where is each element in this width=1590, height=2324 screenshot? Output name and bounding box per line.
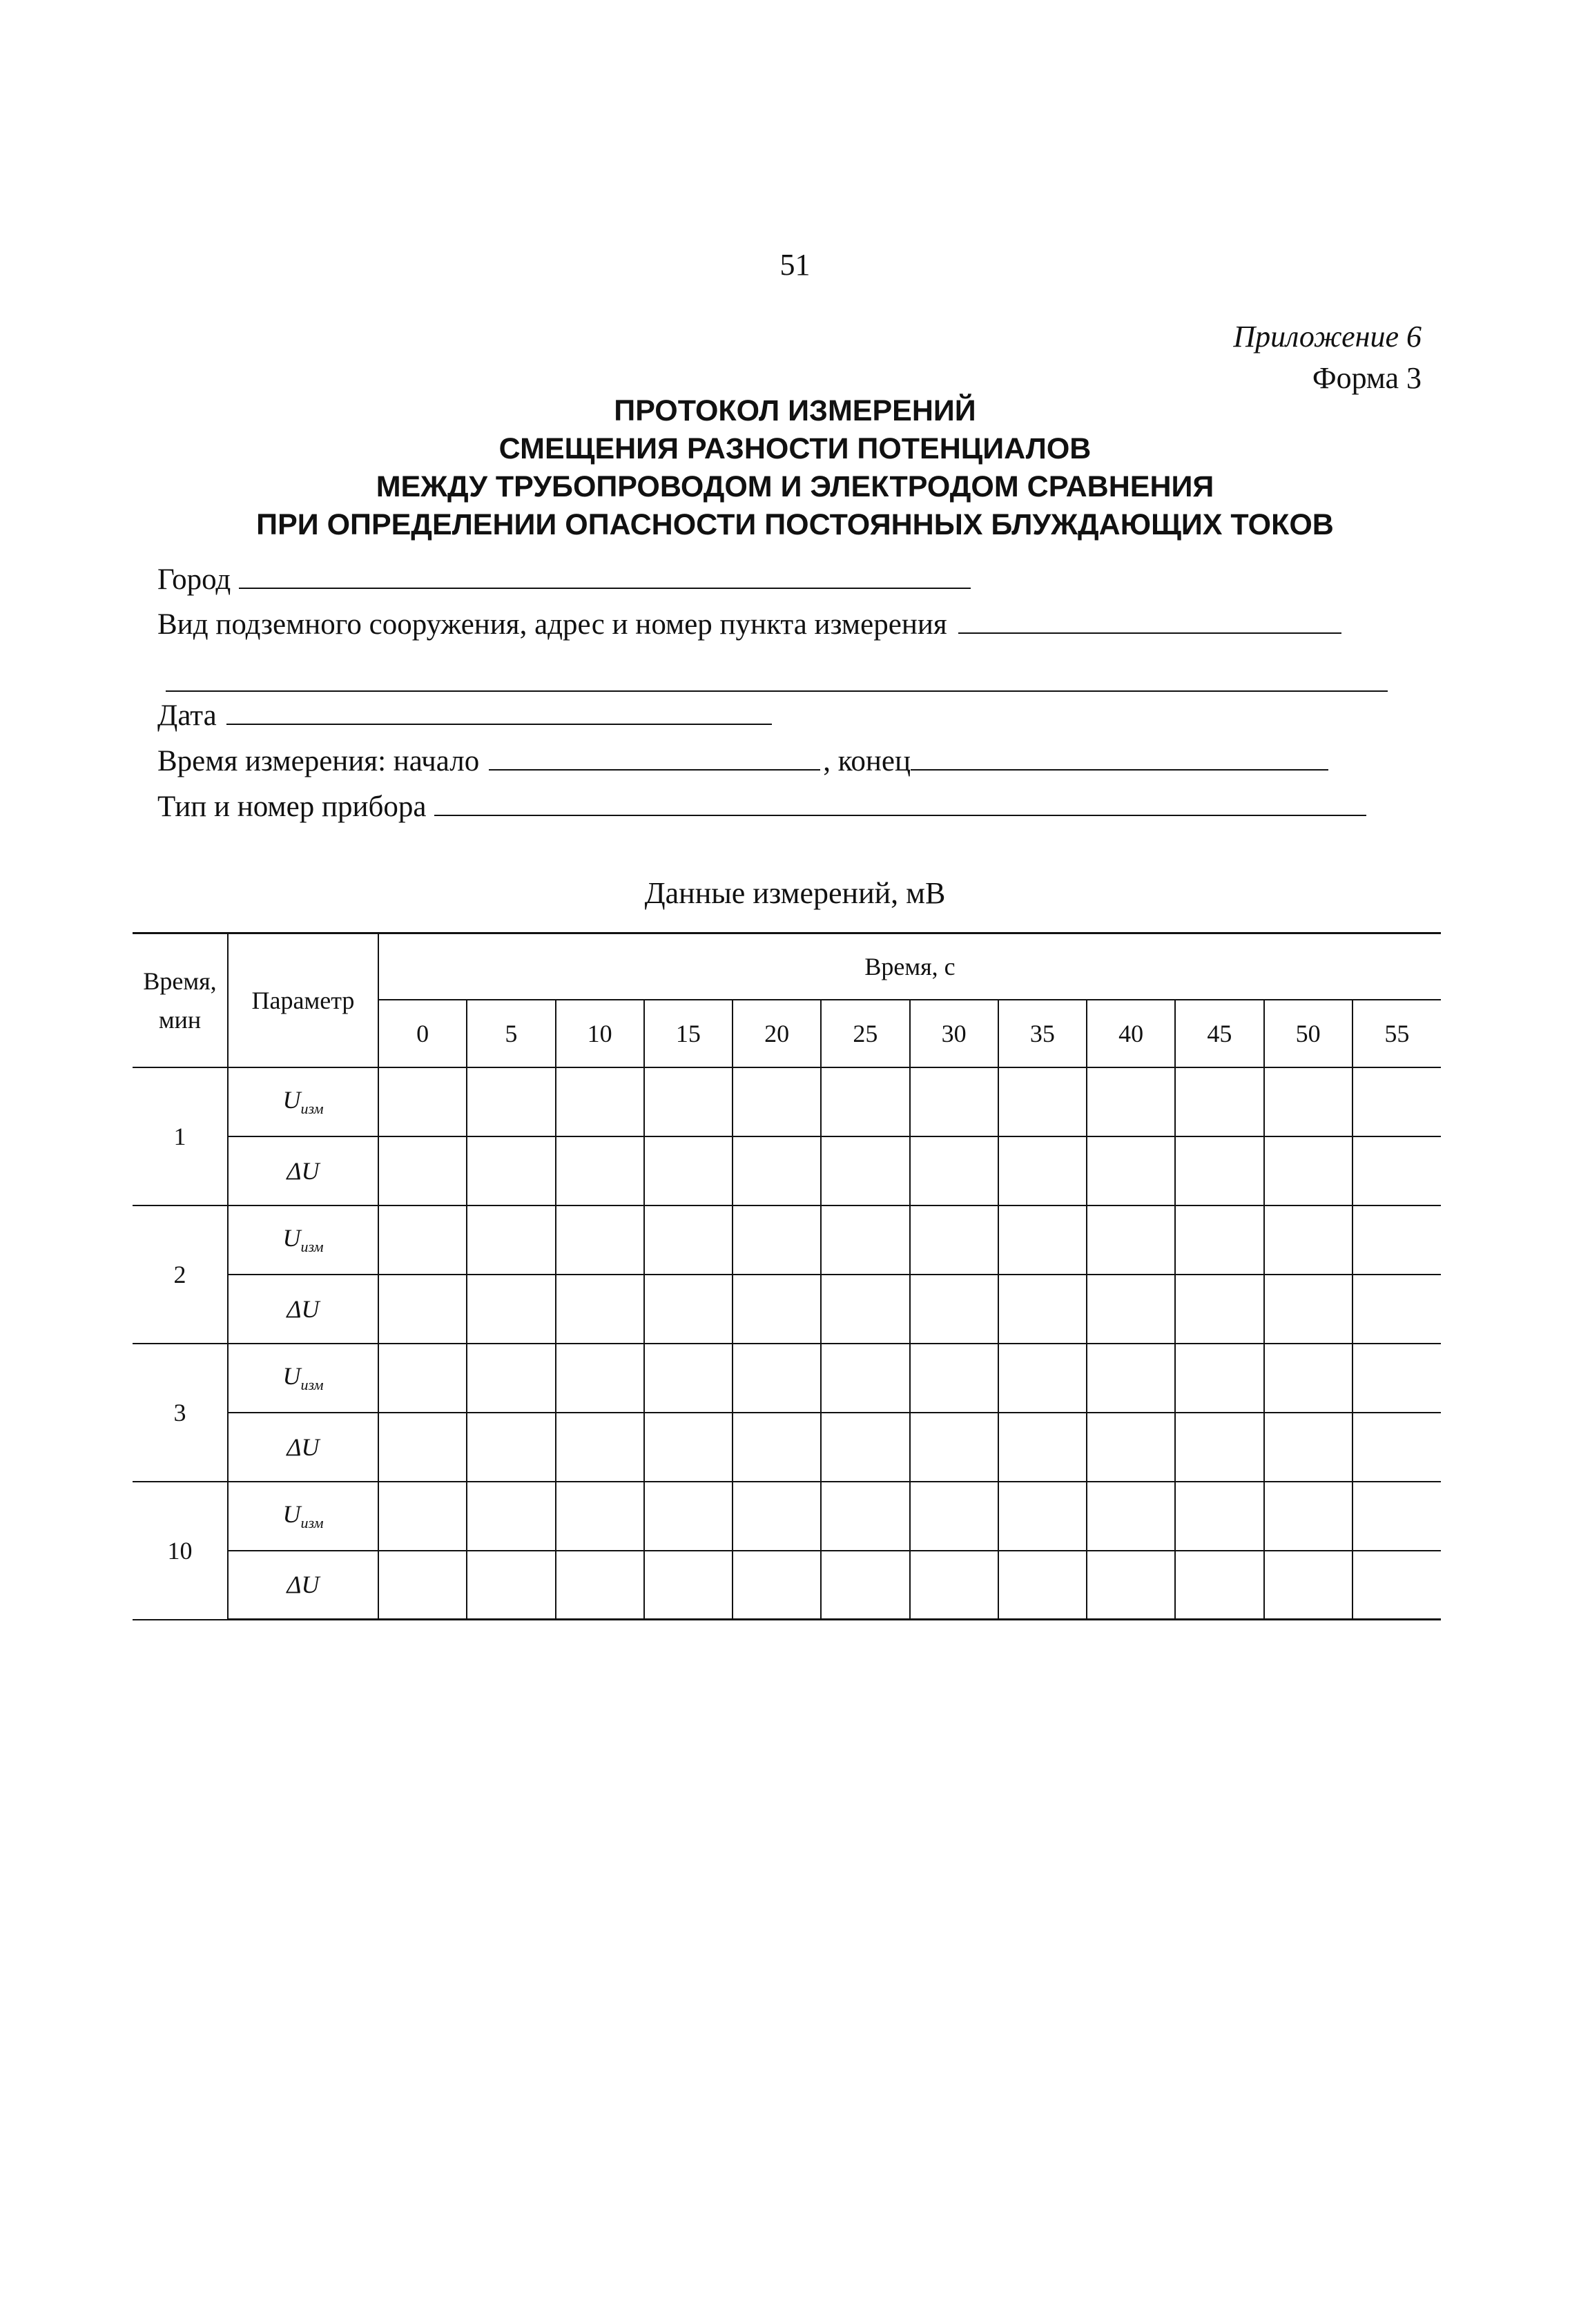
value-cell[interactable] bbox=[1264, 1136, 1353, 1205]
value-cell[interactable] bbox=[1087, 1205, 1175, 1275]
value-cell[interactable] bbox=[1175, 1136, 1263, 1205]
value-cell[interactable] bbox=[467, 1067, 555, 1136]
seconds-header-cell: 55 bbox=[1353, 1000, 1441, 1067]
value-cell[interactable] bbox=[821, 1067, 909, 1136]
value-cell[interactable] bbox=[467, 1482, 555, 1551]
value-cell[interactable] bbox=[1264, 1551, 1353, 1620]
value-cell[interactable] bbox=[733, 1205, 821, 1275]
table-row bbox=[133, 1067, 1441, 1136]
seconds-header-cell: 45 bbox=[1175, 1000, 1263, 1067]
device-blank[interactable] bbox=[434, 790, 1366, 816]
measurement-table-body bbox=[133, 1067, 1441, 1620]
city-label: Город bbox=[157, 563, 231, 596]
value-cell[interactable] bbox=[1353, 1067, 1441, 1136]
seconds-header-cell: 50 bbox=[1264, 1000, 1353, 1067]
value-cell[interactable] bbox=[644, 1344, 733, 1413]
value-cell[interactable] bbox=[821, 1344, 909, 1413]
value-cell[interactable] bbox=[821, 1413, 909, 1482]
value-cell[interactable] bbox=[910, 1482, 998, 1551]
parameter-u-subscript: изм bbox=[300, 1238, 324, 1256]
value-cell[interactable] bbox=[1087, 1551, 1175, 1620]
value-cell[interactable] bbox=[910, 1205, 998, 1275]
title-line: СМЕЩЕНИЯ РАЗНОСТИ ПОТЕНЦИАЛОВ bbox=[498, 432, 1092, 465]
value-cell[interactable] bbox=[1087, 1275, 1175, 1344]
value-cell[interactable] bbox=[910, 1275, 998, 1344]
value-cell[interactable] bbox=[910, 1136, 998, 1205]
seconds-header-cell: 5 bbox=[467, 1000, 555, 1067]
table-row bbox=[133, 1205, 1441, 1275]
value-cell[interactable] bbox=[378, 1067, 467, 1136]
value-cell[interactable] bbox=[1264, 1344, 1353, 1413]
value-cell[interactable] bbox=[998, 1067, 1087, 1136]
value-cell[interactable] bbox=[910, 1344, 998, 1413]
value-cell[interactable] bbox=[467, 1275, 555, 1344]
structure-label: Вид подземного сооружения, адрес и номер пункта измерения bbox=[157, 608, 947, 641]
table-row bbox=[133, 1344, 1441, 1413]
seconds-header-cell: 25 bbox=[821, 1000, 909, 1067]
seconds-header-cell: 10 bbox=[556, 1000, 644, 1067]
value-cell[interactable] bbox=[378, 1205, 467, 1275]
value-cell[interactable] bbox=[644, 1205, 733, 1275]
date-field bbox=[157, 699, 772, 733]
title-line: ПРОТОКОЛ ИЗМЕРЕНИЙ bbox=[614, 394, 976, 427]
value-cell[interactable] bbox=[644, 1275, 733, 1344]
value-cell[interactable] bbox=[556, 1205, 644, 1275]
value-cell[interactable] bbox=[733, 1136, 821, 1205]
parameter-u-symbol: U bbox=[282, 1362, 301, 1390]
value-cell[interactable] bbox=[1264, 1067, 1353, 1136]
value-cell[interactable] bbox=[556, 1413, 644, 1482]
table-row bbox=[133, 1482, 1441, 1551]
structure-blank-continued[interactable] bbox=[166, 690, 1388, 692]
parameter-u-subscript: изм bbox=[300, 1514, 324, 1532]
parameter-column-header: Параметр bbox=[228, 933, 378, 1067]
minutes-column-header: Время, мин bbox=[133, 933, 228, 1067]
value-cell[interactable] bbox=[1175, 1413, 1263, 1482]
title-line: МЕЖДУ ТРУБОПРОВОДОМ И ЭЛЕКТРОДОМ СРАВНЕНИЯ bbox=[376, 470, 1214, 503]
minute-cell: 10 bbox=[133, 1482, 228, 1620]
parameter-du-cell: ΔU bbox=[228, 1413, 378, 1482]
time-start-blank[interactable] bbox=[489, 744, 820, 771]
value-cell[interactable] bbox=[467, 1344, 555, 1413]
city-field bbox=[157, 563, 971, 597]
value-cell[interactable] bbox=[467, 1551, 555, 1620]
seconds-header-cell: 15 bbox=[644, 1000, 733, 1067]
value-cell[interactable] bbox=[998, 1551, 1087, 1620]
parameter-u-symbol: U bbox=[282, 1085, 301, 1114]
value-cell[interactable] bbox=[1353, 1482, 1441, 1551]
document-title bbox=[0, 392, 1590, 544]
device-field bbox=[157, 790, 1366, 824]
page-number: 51 bbox=[779, 248, 811, 282]
value-cell[interactable] bbox=[910, 1551, 998, 1620]
value-cell[interactable] bbox=[998, 1413, 1087, 1482]
parameter-du-cell: ΔU bbox=[228, 1551, 378, 1620]
value-cell[interactable] bbox=[910, 1413, 998, 1482]
parameter-u-cell bbox=[228, 1482, 378, 1551]
value-cell[interactable] bbox=[733, 1413, 821, 1482]
structure-field bbox=[157, 608, 1341, 641]
parameter-u-symbol: U bbox=[282, 1223, 301, 1252]
value-cell[interactable] bbox=[1264, 1205, 1353, 1275]
parameter-du-cell: ΔU bbox=[228, 1275, 378, 1344]
value-cell[interactable] bbox=[998, 1275, 1087, 1344]
value-cell[interactable] bbox=[1353, 1205, 1441, 1275]
value-cell[interactable] bbox=[821, 1482, 909, 1551]
parameter-u-cell bbox=[228, 1344, 378, 1413]
value-cell[interactable] bbox=[644, 1413, 733, 1482]
value-cell[interactable] bbox=[378, 1275, 467, 1344]
value-cell[interactable] bbox=[467, 1136, 555, 1205]
date-label: Дата bbox=[157, 699, 217, 732]
table-row bbox=[133, 1136, 1441, 1205]
value-cell[interactable] bbox=[556, 1482, 644, 1551]
value-cell[interactable] bbox=[998, 1205, 1087, 1275]
value-cell[interactable] bbox=[467, 1413, 555, 1482]
value-cell[interactable] bbox=[821, 1205, 909, 1275]
value-cell[interactable] bbox=[821, 1136, 909, 1205]
value-cell[interactable] bbox=[644, 1136, 733, 1205]
value-cell[interactable] bbox=[556, 1344, 644, 1413]
appendix-label: Приложение 6 bbox=[1233, 320, 1422, 354]
value-cell[interactable] bbox=[910, 1067, 998, 1136]
value-cell[interactable] bbox=[1175, 1344, 1263, 1413]
value-cell[interactable] bbox=[556, 1275, 644, 1344]
city-blank[interactable] bbox=[239, 563, 971, 589]
seconds-column-header: Время, с bbox=[378, 933, 1441, 1000]
seconds-header-cell: 35 bbox=[998, 1000, 1087, 1067]
minute-cell: 3 bbox=[133, 1344, 228, 1482]
value-cell[interactable] bbox=[1353, 1551, 1441, 1620]
value-cell[interactable] bbox=[733, 1067, 821, 1136]
parameter-u-symbol: U bbox=[282, 1500, 301, 1528]
value-cell[interactable] bbox=[733, 1344, 821, 1413]
seconds-header-cell: 20 bbox=[733, 1000, 821, 1067]
value-cell[interactable] bbox=[821, 1551, 909, 1620]
value-cell[interactable] bbox=[1175, 1551, 1263, 1620]
time-end-blank[interactable] bbox=[911, 744, 1328, 771]
parameter-u-subscript: изм bbox=[300, 1376, 324, 1394]
value-cell[interactable] bbox=[733, 1275, 821, 1344]
table-caption: Данные измерений, мВ bbox=[644, 876, 946, 910]
value-cell[interactable] bbox=[378, 1136, 467, 1205]
measurement-table bbox=[133, 932, 1441, 1620]
value-cell[interactable] bbox=[1264, 1275, 1353, 1344]
seconds-header-cell: 0 bbox=[378, 1000, 467, 1067]
value-cell[interactable] bbox=[1087, 1413, 1175, 1482]
value-cell[interactable] bbox=[1087, 1344, 1175, 1413]
parameter-u-cell bbox=[228, 1205, 378, 1275]
parameter-du-cell: ΔU bbox=[228, 1136, 378, 1205]
value-cell[interactable] bbox=[644, 1551, 733, 1620]
value-cell[interactable] bbox=[556, 1067, 644, 1136]
value-cell[interactable] bbox=[378, 1344, 467, 1413]
value-cell[interactable] bbox=[378, 1413, 467, 1482]
structure-blank[interactable] bbox=[958, 608, 1341, 634]
time-start-label: Время измерения: начало bbox=[157, 745, 480, 777]
value-cell[interactable] bbox=[1087, 1067, 1175, 1136]
seconds-header-cell: 40 bbox=[1087, 1000, 1175, 1067]
value-cell[interactable] bbox=[1353, 1344, 1441, 1413]
value-cell[interactable] bbox=[998, 1482, 1087, 1551]
value-cell[interactable] bbox=[1087, 1136, 1175, 1205]
title-line: ПРИ ОПРЕДЕЛЕНИИ ОПАСНОСТИ ПОСТОЯННЫХ БЛУЖДАЮЩИХ ТОКОВ bbox=[256, 508, 1334, 541]
value-cell[interactable] bbox=[1175, 1205, 1263, 1275]
value-cell[interactable] bbox=[1264, 1482, 1353, 1551]
value-cell[interactable] bbox=[1175, 1067, 1263, 1136]
value-cell[interactable] bbox=[998, 1344, 1087, 1413]
value-cell[interactable] bbox=[1087, 1482, 1175, 1551]
table-row bbox=[133, 1551, 1441, 1620]
value-cell[interactable] bbox=[644, 1482, 733, 1551]
parameter-u-subscript: изм bbox=[300, 1100, 324, 1118]
value-cell[interactable] bbox=[733, 1482, 821, 1551]
minute-cell: 1 bbox=[133, 1067, 228, 1205]
table-row bbox=[133, 1275, 1441, 1344]
value-cell[interactable] bbox=[378, 1551, 467, 1620]
value-cell[interactable] bbox=[821, 1275, 909, 1344]
date-blank[interactable] bbox=[226, 699, 772, 725]
form-label: Форма 3 bbox=[1312, 361, 1422, 395]
value-cell[interactable] bbox=[1175, 1482, 1263, 1551]
device-label: Тип и номер прибора bbox=[157, 791, 427, 823]
value-cell[interactable] bbox=[467, 1205, 555, 1275]
minute-cell: 2 bbox=[133, 1205, 228, 1344]
value-cell[interactable] bbox=[1264, 1413, 1353, 1482]
table-row bbox=[133, 1413, 1441, 1482]
time-field bbox=[157, 744, 1328, 778]
value-cell[interactable] bbox=[644, 1067, 733, 1136]
value-cell[interactable] bbox=[733, 1551, 821, 1620]
value-cell[interactable] bbox=[378, 1482, 467, 1551]
value-cell[interactable] bbox=[1353, 1136, 1441, 1205]
value-cell[interactable] bbox=[556, 1551, 644, 1620]
value-cell[interactable] bbox=[998, 1136, 1087, 1205]
value-cell[interactable] bbox=[1353, 1275, 1441, 1344]
value-cell[interactable] bbox=[1175, 1275, 1263, 1344]
value-cell[interactable] bbox=[1353, 1413, 1441, 1482]
seconds-header-cell: 30 bbox=[910, 1000, 998, 1067]
parameter-u-cell bbox=[228, 1067, 378, 1136]
time-end-label: , конец bbox=[823, 745, 911, 777]
value-cell[interactable] bbox=[556, 1136, 644, 1205]
